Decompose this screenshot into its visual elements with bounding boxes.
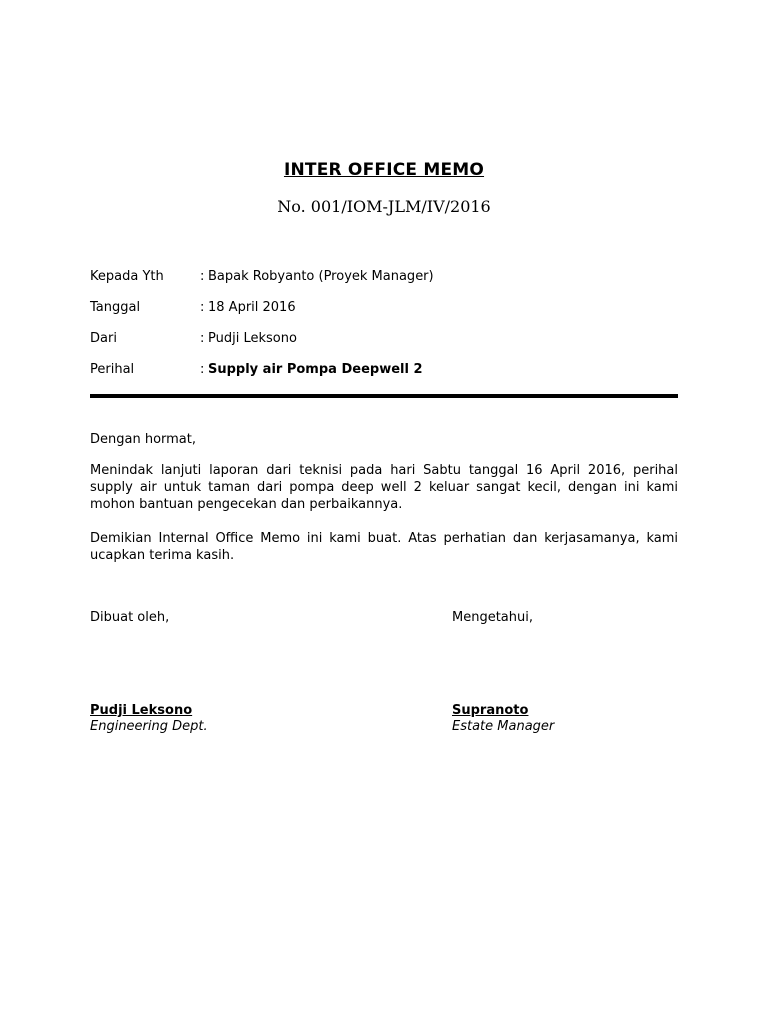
header-divider	[90, 394, 678, 398]
field-separator: :	[200, 300, 205, 315]
field-label-date: Tanggal	[90, 300, 141, 315]
field-label-sender: Dari	[90, 331, 117, 346]
field-value-date: 18 April 2016	[208, 300, 296, 315]
memo-title: INTER OFFICE MEMO	[283, 160, 485, 180]
field-separator: :	[200, 269, 205, 284]
field-value-subject: Supply air Pompa Deepwell 2	[208, 362, 423, 377]
field-row-date	[90, 300, 690, 331]
field-separator: :	[200, 362, 205, 377]
field-label-subject: Perihal	[90, 362, 135, 377]
signatory-role-right: Estate Manager	[452, 719, 555, 734]
field-label-recipient: Kepada Yth	[90, 269, 164, 284]
memo-number: No. 001/IOM-JLM/IV/2016	[277, 197, 491, 216]
body-paragraph-2: Demikian Internal Office Memo ini kami buat. Atas perhatian dan kerjasamanya, kami ucapkan terima kasih.	[90, 531, 678, 563]
field-row-subject	[90, 362, 690, 393]
signatory-role-left: Engineering Dept.	[90, 719, 208, 734]
greeting: Dengan hormat,	[90, 432, 197, 447]
signatory-name-right: Supranoto	[452, 703, 529, 718]
signatory-name-left: Pudji Leksono	[90, 703, 193, 718]
signature-caption-right: Mengetahui,	[452, 610, 533, 625]
field-value-recipient: Bapak Robyanto (Proyek Manager)	[208, 269, 434, 284]
memo-header-fields	[90, 269, 690, 393]
field-row-recipient	[90, 269, 690, 300]
body-paragraph-1: Menindak lanjuti laporan dari teknisi pada hari Sabtu tanggal 16 April 2016, perihal supply air untuk taman dari pompa deep well 2 keluar sangat kecil, dengan ini kami mohon bantuan pengecekan dan perbaikannya.	[90, 463, 678, 512]
signature-caption-left: Dibuat oleh,	[90, 610, 170, 625]
field-separator: :	[200, 331, 205, 346]
field-row-sender	[90, 331, 690, 362]
field-value-sender: Pudji Leksono	[208, 331, 297, 346]
